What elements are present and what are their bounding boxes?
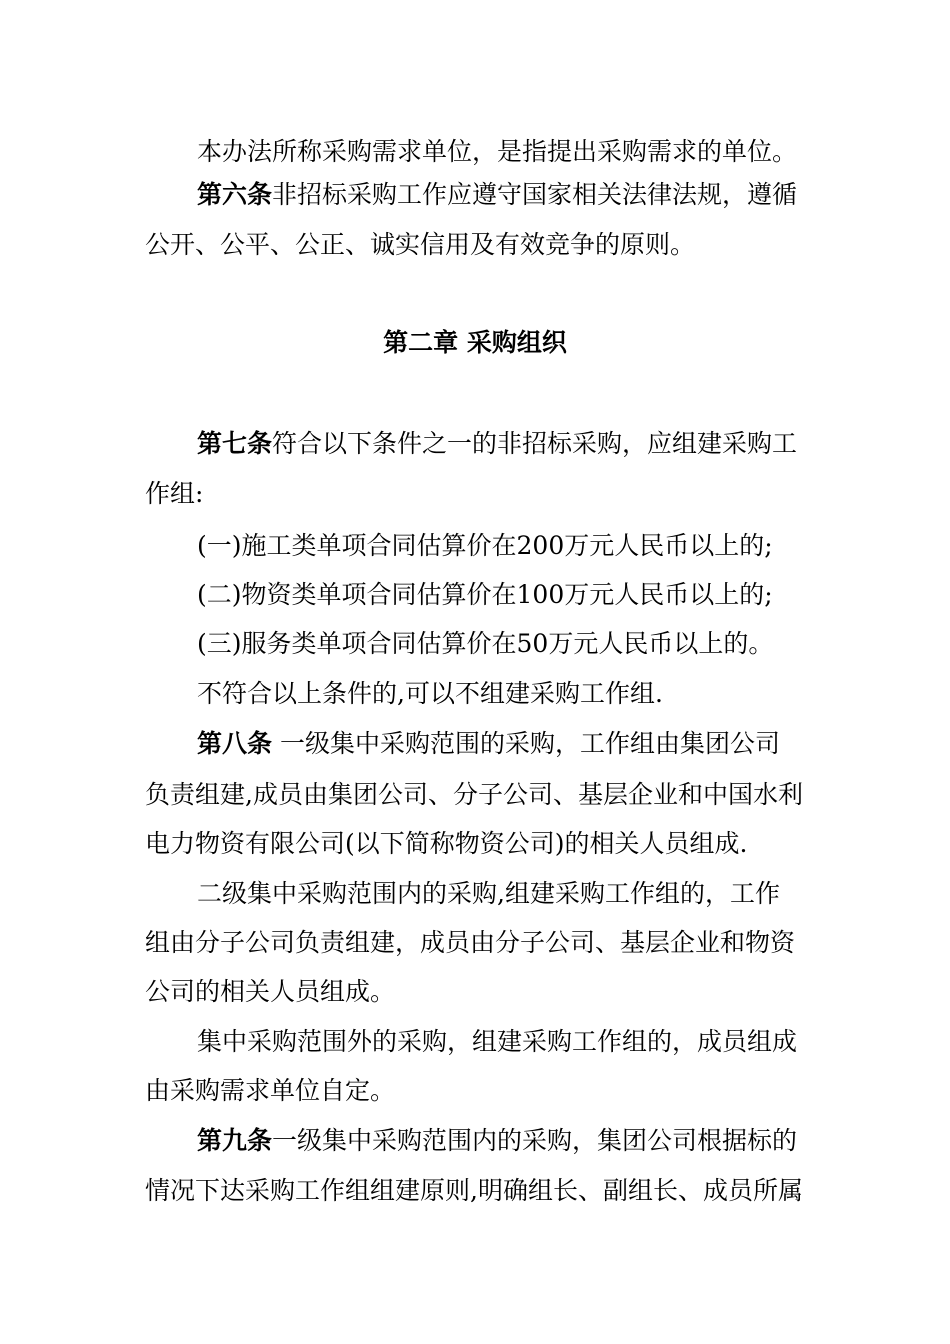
article-6-text: 非招标采购工作应遵守国家相关法律法规，遵循 xyxy=(272,180,798,209)
article-9-line xyxy=(197,1124,805,1158)
list-item: (一)施工类单项合同估算价在200万元人民币以上的; xyxy=(197,531,773,560)
paragraph-line: 二级集中采购范围内的采购,组建采购工作组的，工作 xyxy=(197,879,780,908)
article-9-label: 第九条 xyxy=(197,1126,273,1155)
paragraph-line: 电力物资有限公司(以下简称物资公司)的相关人员组成. xyxy=(145,829,748,858)
article-8-line xyxy=(197,727,805,761)
article-7-text: 符合以下条件之一的非招标采购，应组建采购工 xyxy=(272,429,798,458)
paragraph-line: 本办法所称采购需求单位，是指提出采购需求的单位。 xyxy=(197,137,798,166)
article-7-line xyxy=(197,427,805,461)
article-8-text: 一级集中采购范围的采购，工作组由集团公司 xyxy=(272,729,780,758)
paragraph-line: 情况下达采购工作组组建原则,明确组长、副组长、成员所属 xyxy=(145,1176,803,1205)
article-6-line xyxy=(197,178,805,212)
paragraph-line: 组由分子公司负责组建，成员由分子公司、基层企业和物资 xyxy=(145,928,796,957)
paragraph-line: 集中采购范围外的采购，组建采购工作组的，成员组成 xyxy=(197,1027,798,1056)
list-item: (三)服务类单项合同估算价在50万元人民币以上的。 xyxy=(197,629,774,658)
article-8-label: 第八条 xyxy=(197,729,273,758)
paragraph-line: 由采购需求单位自定。 xyxy=(145,1076,396,1105)
chapter-title: 第二章 采购组织 xyxy=(383,328,567,357)
paragraph-line: 公司的相关人员组成。 xyxy=(145,977,396,1006)
list-item: (二)物资类单项合同估算价在100万元人民币以上的; xyxy=(197,580,773,609)
article-9-text: 一级集中采购范围内的采购，集团公司根据标的 xyxy=(272,1126,798,1155)
article-6-label: 第六条 xyxy=(197,180,273,209)
paragraph-line: 公开、公平、公正、诚实信用及有效竞争的原则。 xyxy=(145,230,696,259)
paragraph-line: 负责组建,成员由集团公司、分子公司、基层企业和中国水利 xyxy=(145,780,803,809)
article-7-label: 第七条 xyxy=(197,429,273,458)
paragraph-line: 作组: xyxy=(145,479,204,508)
paragraph-line: 不符合以上条件的,可以不组建采购工作组. xyxy=(197,679,663,708)
